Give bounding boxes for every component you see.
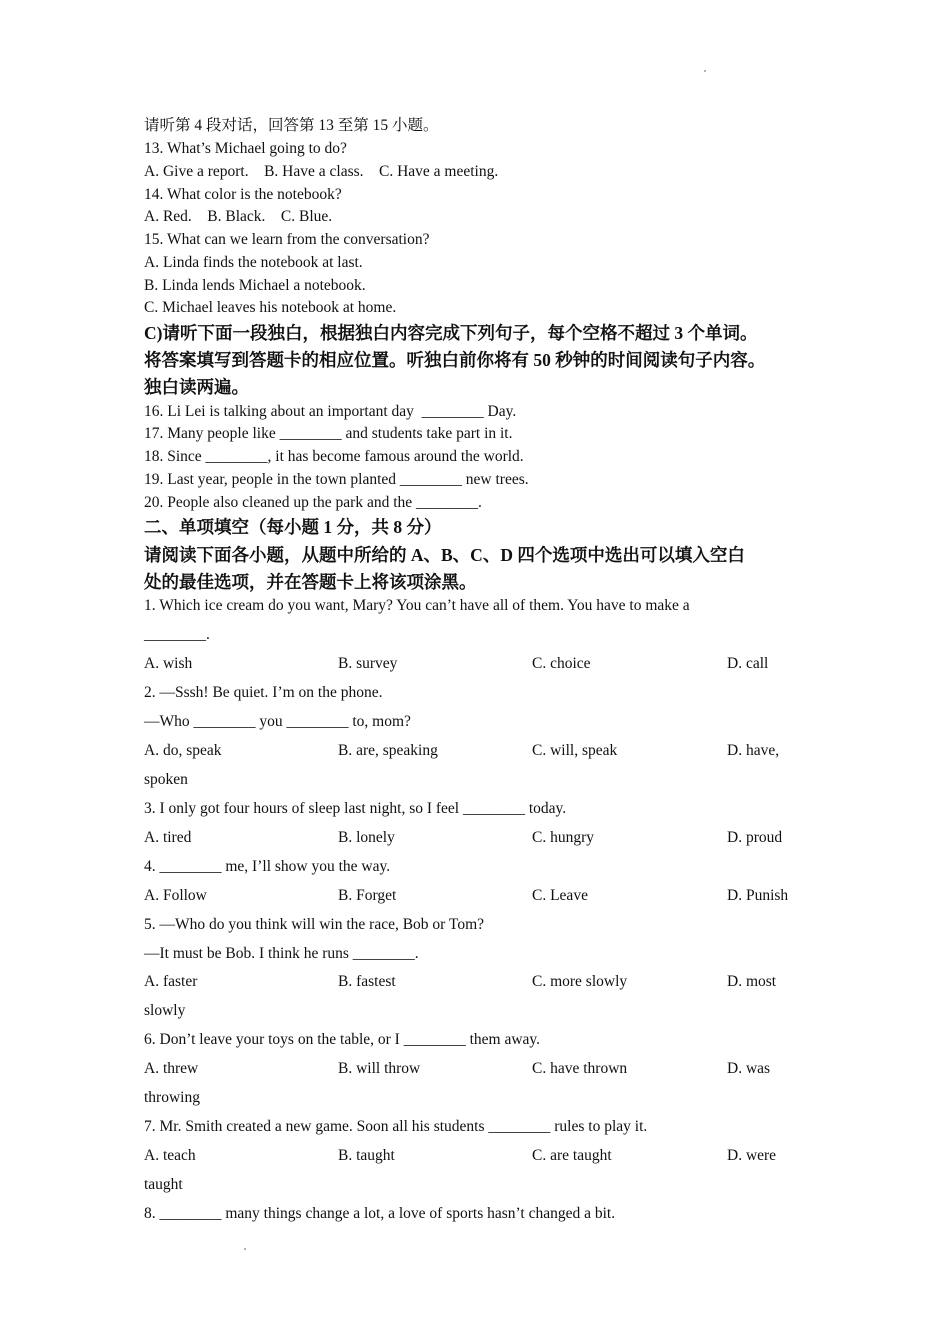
grammar-q5-option-b: B. fastest (338, 973, 396, 990)
grammar-q1-option-d: D. call (727, 655, 769, 672)
grammar-q5-option-d: D. most (727, 973, 777, 990)
grammar-q3-option-b: B. lonely (338, 829, 395, 846)
grammar-question-6: 6. Don’t leave your toys on the table, or I ________ them away. (144, 1031, 541, 1048)
question-13-options: A. Give a report. B. Have a class. C. Have a meeting. (144, 163, 499, 180)
grammar-q7-option-b: B. taught (338, 1147, 395, 1164)
grammar-q5-option-a: A. faster (144, 973, 198, 990)
grammar-question-3: 3. I only got four hours of sleep last night, so I feel ________ today. (144, 800, 567, 817)
grammar-q6-option-b: B. will throw (338, 1060, 421, 1077)
grammar-q4-option-d: D. Punish (727, 887, 789, 904)
grammar-q7-option-d: D. were (727, 1147, 777, 1164)
grammar-q2-option-a: A. do, speak (144, 742, 222, 759)
grammar-section-title: 二、单项填空（每小题 1 分，共 8 分） (144, 517, 442, 537)
grammar-question-5: 5. —Who do you think will win the race, Bob or Tom? (144, 916, 485, 933)
question-17: 17. Many people like ________ and students take part in it. (144, 425, 513, 442)
grammar-q1-option-a: A. wish (144, 655, 193, 672)
grammar-q3-option-a: A. tired (144, 829, 192, 846)
grammar-q2-option-d-wrap: spoken (144, 771, 188, 788)
grammar-question-1: 1. Which ice cream do you want, Mary? You can’t have all of them. You have to make a (144, 597, 690, 614)
grammar-q6-option-d-wrap: throwing (144, 1089, 200, 1106)
grammar-q4-option-a: A. Follow (144, 887, 207, 904)
grammar-q7-option-c: C. are taught (532, 1147, 612, 1164)
question-16: 16. Li Lei is talking about an important day ________ Day. (144, 403, 517, 420)
grammar-question-5-response: —It must be Bob. I think he runs ________. (144, 945, 419, 962)
question-15-option-a: A. Linda finds the notebook at last. (144, 254, 363, 271)
part-c-instruction-line3: 独白读两遍。 (144, 377, 249, 397)
grammar-question-8: 8. ________ many things change a lot, a love of sports hasn’t changed a bit. (144, 1205, 616, 1222)
grammar-q2-option-d: D. have, (727, 742, 780, 759)
question-20: 20. People also cleaned up the park and the ________. (144, 494, 482, 511)
grammar-q3-option-d: D. proud (727, 829, 783, 846)
grammar-q6-option-c: C. have thrown (532, 1060, 628, 1077)
grammar-question-2: 2. —Sssh! Be quiet. I’m on the phone. (144, 684, 383, 701)
grammar-instruction-line1: 请阅读下面各小题，从题中所给的 A、B、C、D 四个选项中选出可以填入空白 (144, 545, 745, 565)
grammar-question-2-response: —Who ________ you ________ to, mom? (144, 713, 411, 730)
corner-mark-top (704, 70, 706, 72)
grammar-q2-option-b: B. are, speaking (338, 742, 438, 759)
grammar-q2-option-c: C. will, speak (532, 742, 618, 759)
grammar-q7-option-d-wrap: taught (144, 1176, 183, 1193)
grammar-question-7: 7. Mr. Smith created a new game. Soon all his students ________ rules to play it. (144, 1118, 648, 1135)
grammar-q3-option-c: C. hungry (532, 829, 594, 846)
grammar-q4-option-b: B. Forget (338, 887, 397, 904)
question-14-options: A. Red. B. Black. C. Blue. (144, 208, 333, 225)
grammar-q7-option-a: A. teach (144, 1147, 196, 1164)
grammar-question-1-blank: ________. (144, 626, 210, 643)
grammar-q4-option-c: C. Leave (532, 887, 588, 904)
corner-mark-bottom (244, 1248, 246, 1250)
question-14: 14. What color is the notebook? (144, 186, 342, 203)
grammar-q6-option-a: A. threw (144, 1060, 199, 1077)
grammar-q1-option-b: B. survey (338, 655, 398, 672)
grammar-q5-option-c: C. more slowly (532, 973, 628, 990)
grammar-q5-option-d-wrap: slowly (144, 1002, 186, 1019)
part-c-instruction-line2: 将答案填写到答题卡的相应位置。听独白前你将有 50 秒钟的时间阅读句子内容。 (144, 350, 766, 370)
section4-intro: 请听第 4 段对话，回答第 13 至第 15 小题。 (144, 117, 439, 134)
grammar-q1-option-c: C. choice (532, 655, 591, 672)
part-c-instruction-line1: C)请听下面一段独白，根据独白内容完成下列句子，每个空格不超过 3 个单词。 (144, 323, 758, 343)
question-15-option-b: B. Linda lends Michael a notebook. (144, 277, 366, 294)
question-13: 13. What’s Michael going to do? (144, 140, 347, 157)
question-15-option-c: C. Michael leaves his notebook at home. (144, 299, 397, 316)
question-15: 15. What can we learn from the conversation? (144, 231, 430, 248)
grammar-question-4: 4. ________ me, I’ll show you the way. (144, 858, 391, 875)
grammar-q6-option-d: D. was (727, 1060, 771, 1077)
question-19: 19. Last year, people in the town planted ________ new trees. (144, 471, 529, 488)
question-18: 18. Since ________, it has become famous around the world. (144, 448, 524, 465)
grammar-instruction-line2: 处的最佳选项，并在答题卡上将该项涂黑。 (144, 572, 477, 592)
